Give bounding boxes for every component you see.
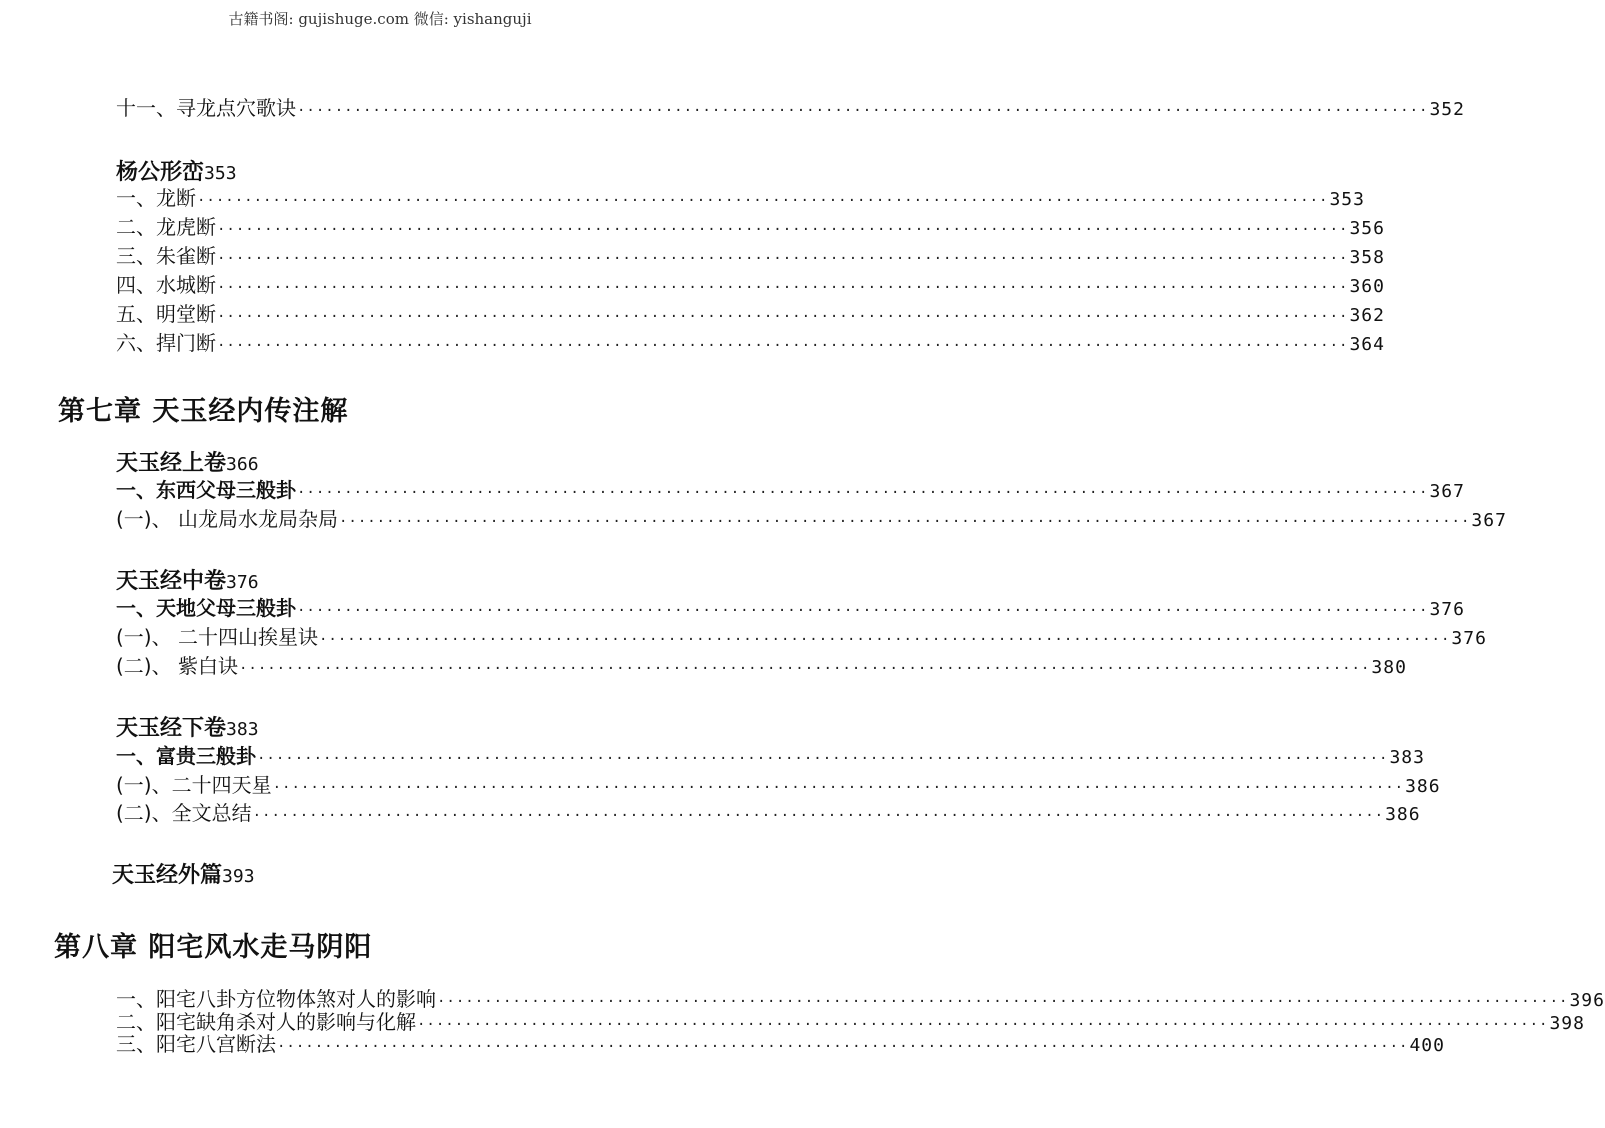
toc-section-page: 393 xyxy=(222,866,255,887)
toc-entry-page: 376 xyxy=(1451,628,1487,649)
toc-entry-title: 一、东西父母三般卦 xyxy=(116,478,296,502)
toc-entry xyxy=(116,592,1465,622)
toc-entry-page: 358 xyxy=(1349,247,1385,268)
toc-entry xyxy=(116,769,1441,799)
toc-leader-dots: ························································································································ xyxy=(338,514,1471,530)
toc-section xyxy=(112,858,255,889)
toc-entry xyxy=(116,503,1507,533)
toc-entry-title: 一、天地父母三般卦 xyxy=(116,596,296,620)
toc-entry xyxy=(116,182,1365,212)
toc-entry xyxy=(116,621,1487,651)
toc-entry-page: 364 xyxy=(1349,334,1385,355)
toc-entry-page: 400 xyxy=(1409,1035,1445,1056)
toc-entry xyxy=(116,269,1385,299)
toc-section xyxy=(116,446,259,477)
toc-section-title: 天玉经外篇 xyxy=(112,863,223,888)
toc-leader-dots: ························································································································ xyxy=(277,1039,1409,1055)
toc-leader-dots: ························································································································ xyxy=(252,808,1385,824)
toc-entry-page: 376 xyxy=(1429,599,1465,620)
toc-section-page: 366 xyxy=(226,454,259,475)
toc-entry-title: 四、水城断 xyxy=(116,273,216,297)
toc-section-title: 天玉经上卷 xyxy=(116,451,227,476)
toc-leader-dots: ························································································································ xyxy=(217,251,1349,267)
toc-section-title: 天玉经下卷 xyxy=(116,716,227,741)
toc-entry-page: 386 xyxy=(1405,776,1441,797)
toc-entry-title: (一)、 二十四山挨星诀 xyxy=(116,625,318,649)
toc-leader-dots: ························································································································ xyxy=(217,222,1349,238)
toc-entry xyxy=(116,327,1385,357)
toc-leader-dots: ························································································································ xyxy=(217,280,1349,296)
toc-entry-page: 383 xyxy=(1389,747,1425,768)
toc-entry-page: 367 xyxy=(1429,481,1465,502)
toc-entry xyxy=(116,240,1385,270)
toc-entry-title: 五、明堂断 xyxy=(116,302,216,326)
toc-leader-dots: ························································································································ xyxy=(257,751,1389,767)
toc-entry xyxy=(116,298,1385,328)
toc-entry xyxy=(116,740,1425,770)
toc-section-page: 383 xyxy=(226,719,259,740)
toc-leader-dots: ························································································································ xyxy=(238,661,1371,677)
toc-entry-page: 398 xyxy=(1549,1013,1585,1034)
toc-entry-title: 一、龙断 xyxy=(116,186,196,210)
toc-leader-dots: ························································································································ xyxy=(217,338,1349,354)
toc-entry-title: 六、捍门断 xyxy=(116,331,216,355)
toc-section-page: 376 xyxy=(226,572,259,593)
toc-leader-dots: ························································································································ xyxy=(297,485,1429,501)
watermark: 古籍书阁: gujishuge.com 微信: yishanguji xyxy=(228,10,532,28)
toc-section-title: 杨公形峦 xyxy=(116,160,205,185)
toc-entry-page: 386 xyxy=(1385,804,1421,825)
toc-entry-title: 二、阳宅缺角杀对人的影响与化解 xyxy=(116,1010,416,1034)
toc-entry-title: (二)、 紫白诀 xyxy=(116,654,238,678)
toc-section xyxy=(116,564,259,595)
toc-entry-title: 十一、寻龙点穴歌诀 xyxy=(116,96,296,120)
toc-entry-page: 380 xyxy=(1371,657,1407,678)
toc-entry-title: 二、龙虎断 xyxy=(116,215,216,239)
toc-section-title: 天玉经中卷 xyxy=(116,569,227,594)
toc-entry-title: (一)、二十四天星 xyxy=(116,773,272,797)
toc-entry-page: 352 xyxy=(1429,99,1465,120)
toc-leader-dots: ························································································································ xyxy=(197,193,1329,209)
toc-entry-title: (一)、 山龙局水龙局杂局 xyxy=(116,507,338,531)
toc-leader-dots: ························································································································ xyxy=(417,1017,1549,1033)
toc-section xyxy=(116,711,259,742)
toc-entry-title: 三、朱雀断 xyxy=(116,244,216,268)
toc-leader-dots: ························································································································ xyxy=(437,994,1569,1010)
toc-leader-dots: ························································································································ xyxy=(318,632,1451,648)
toc-leader-dots: ························································································································ xyxy=(272,780,1405,796)
toc-entry-page: 360 xyxy=(1349,276,1385,297)
toc-entry-page: 367 xyxy=(1471,510,1507,531)
toc-entry xyxy=(116,797,1421,827)
toc-entry-title: 一、阳宅八卦方位物体煞对人的影响 xyxy=(116,987,436,1011)
toc-chapter-title: 第七章 天玉经内传注解 xyxy=(58,396,349,427)
toc-entry xyxy=(116,1028,1445,1058)
toc-entry-page: 396 xyxy=(1569,990,1605,1011)
toc-chapter-title: 第八章 阳宅风水走马阴阳 xyxy=(54,932,373,963)
toc-leader-dots: ························································································································ xyxy=(297,103,1429,119)
toc-section-page: 353 xyxy=(204,163,237,184)
toc-leader-dots: ························································································································ xyxy=(297,603,1429,619)
toc-entry-page: 362 xyxy=(1349,305,1385,326)
toc-entry-title: 一、富贵三般卦 xyxy=(116,744,256,768)
toc-entry xyxy=(116,211,1385,241)
toc-entry xyxy=(116,92,1465,122)
toc-entry xyxy=(116,650,1407,680)
toc-entry-title: (二)、全文总结 xyxy=(116,801,252,825)
toc-entry xyxy=(116,474,1465,504)
toc-leader-dots: ························································································································ xyxy=(217,309,1349,325)
toc-entry-page: 353 xyxy=(1329,189,1365,210)
toc-entry-page: 356 xyxy=(1349,218,1385,239)
toc-entry-title: 三、阳宅八宫断法 xyxy=(116,1032,276,1056)
